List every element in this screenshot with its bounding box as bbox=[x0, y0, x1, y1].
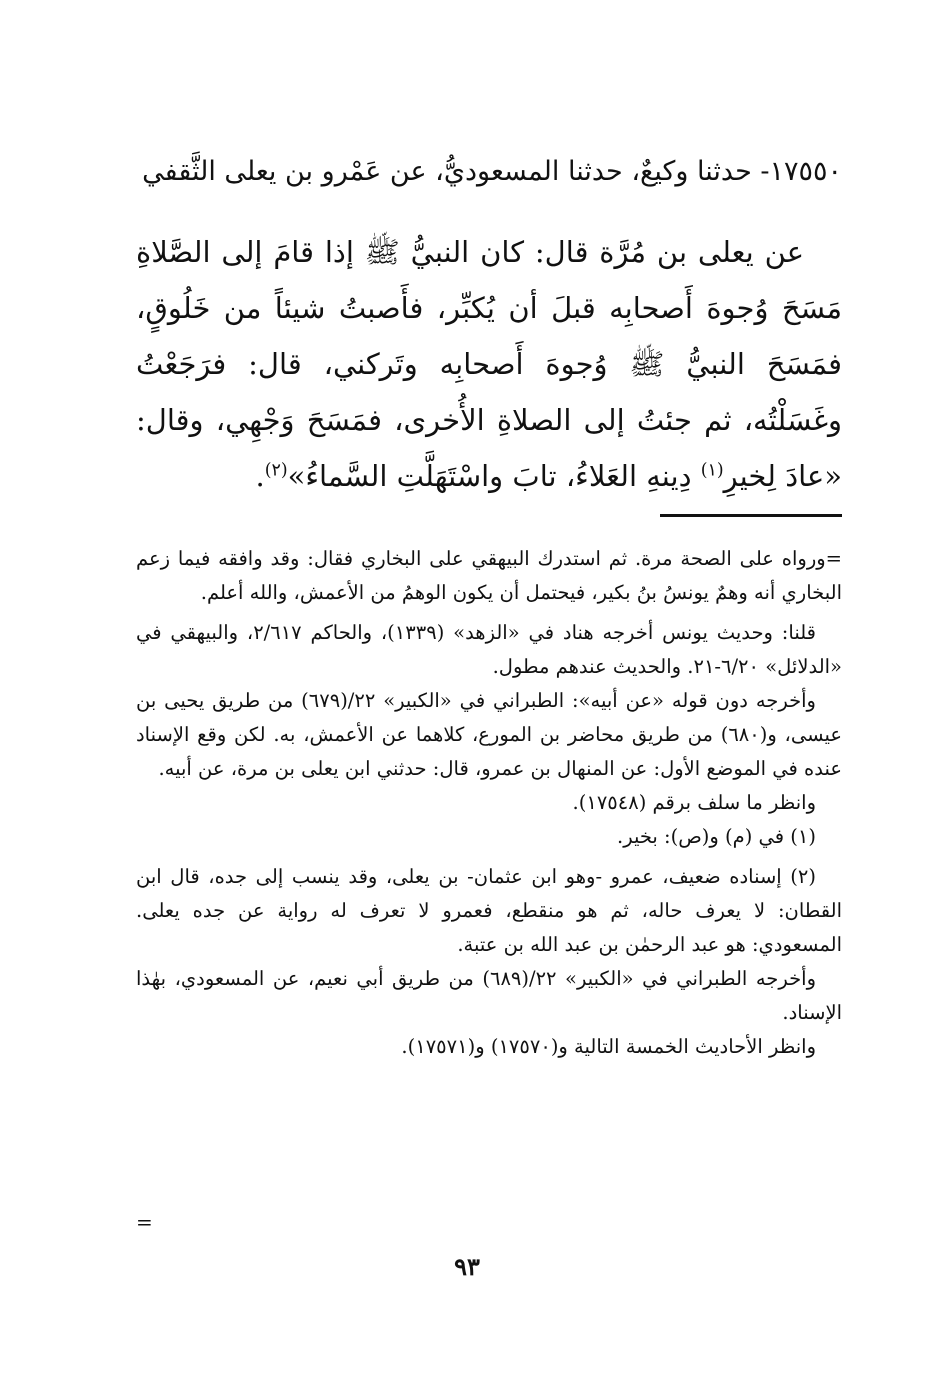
footnote-paragraph: قلنا: وحديث يونس أخرجه هناد في «الزهد» (١٣٣٩)، والحاكم ٢/٦١٧، والبيهقي في «الدلائل» ٦/٢٠-٢١. والحديث عندهم مطول. bbox=[136, 621, 842, 678]
footnote-separator bbox=[660, 514, 842, 517]
continuation-mark: = bbox=[136, 1210, 153, 1234]
footnote-paragraph: وأخرجه دون قوله «عن أبيه»: الطبراني في «الكبير» ٢٢/(٦٧٩) من طريق يحيى بن عيسى، و(٦٨٠) من طريق محاضر بن المورع، كلاهما عن الأعمش، به. لكن وقع الإسناد عنده في الموضع الأول: عن المنهال بن عمرو، قال: حدثني ابن يعلى بن مرة، عن أبيه. bbox=[136, 689, 843, 780]
hadith-body bbox=[136, 224, 842, 504]
hadith-matn bbox=[136, 224, 842, 504]
page-number: ٩٣ bbox=[454, 1252, 480, 1281]
hadith-matn-end: . bbox=[255, 459, 265, 493]
footnote-ref-2[interactable]: (٢) bbox=[264, 460, 288, 481]
hadith-matn-part-1: عن يعلى بن مُرَّة قال: كان النبيُّ ﷺ إذا قامَ إلى الصَّلاةِ مَسَحَ وُجوهَ أَصحابِه قبلَ أن يُكبِّر، فأَصبتُ شيئاً من خَلُوقٍ، فمَسَحَ النبيُّ ﷺ وُجوهَ أَصحابِه وتَركني، قال: فرَجَعْتُ وغَسَلْتُه، ثم جئتُ إلى الصلاةِ الأُخرى، فمَسَحَ وَجْهِي، وقال: «عادَ لِخيرِ bbox=[136, 235, 842, 493]
hadith-header bbox=[136, 124, 842, 220]
footnote-continued: =ورواه على الصحة مرة. ثم استدرك البيهقي على البخاري فقال: وقد وافقه فيما زعم البخاري أنه وهمٌ يونسُ بنُ بكير، فيحتمل أن يكون الوهمُ من الأعمش، والله أعلم. bbox=[136, 547, 842, 604]
footnote-ref-1[interactable]: (١) bbox=[700, 460, 724, 481]
footnotes-section bbox=[136, 542, 842, 1064]
footnote-2: (٢) إسناده ضعيف، عمرو -وهو ابن عثمان- بن يعلى، وقد ينسب إلى جده، قال ابن القطان: لا يعرف حاله، ثم هو منقطع، فعمرو لا تعرف له رواية عن جده يعلى. المسعودي: هو عبد الرحمٰن بن عبد الله بن عتبة. bbox=[136, 865, 842, 956]
footnote-1: (١) في (م) و(ص): بخير. bbox=[617, 825, 816, 848]
hadith-number-and-chain: ١٧٥٥٠- حدثنا وكيعٌ، حدثنا المسعوديُّ، عن عَمْرو بن يعلى الثَّقفي bbox=[142, 156, 842, 187]
footnote-paragraph: وانظر الأحاديث الخمسة التالية و(١٧٥٧٠) و(١٧٥٧١). bbox=[401, 1035, 816, 1058]
hadith-matn-part-2: دِينهِ العَلاءُ، تابَ واسْتَهَلَّتِ السَّماءُ» bbox=[287, 459, 692, 493]
footnote-paragraph: وانظر ما سلف برقم (١٧٥٤٨). bbox=[572, 791, 816, 814]
footnote-paragraph: وأخرجه الطبراني في «الكبير» ٢٢/(٦٨٩) من طريق أبي نعيم، عن المسعودي، بهٰذا الإسناد. bbox=[136, 967, 842, 1024]
